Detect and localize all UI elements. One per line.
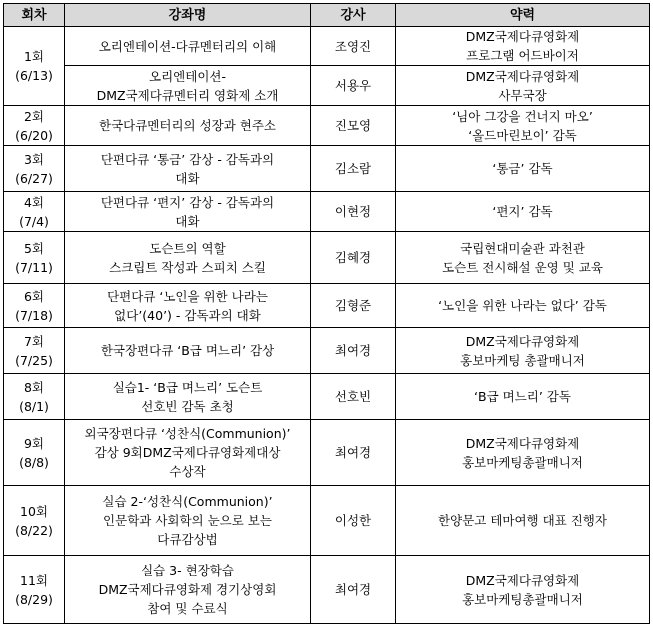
table-row (4, 374, 650, 420)
table-row (4, 27, 650, 66)
lecturer-cell: 진모영 (311, 106, 396, 146)
session-cell: 2회 (6/20) (4, 106, 65, 146)
header-lecturer: 강사 (311, 4, 396, 27)
bio-cell: ‘님아 그강을 건너지 마오’ ‘올드마린보이’ 감독 (396, 106, 650, 146)
table-row (4, 328, 650, 374)
session-cell: 9회 (8/8) (4, 420, 65, 486)
lecturer-cell: 선호빈 (311, 374, 396, 420)
lecturer-cell: 최여경 (311, 328, 396, 374)
session-cell: 3회 (6/27) (4, 146, 65, 192)
lecturer-cell: 이현정 (311, 192, 396, 232)
bio-cell: DMZ국제다큐영화제 프로그램 어드바이저 (396, 27, 650, 66)
bio-cell: ‘통금’ 감독 (396, 146, 650, 192)
title-cell: 오리엔테이션-다큐멘터리의 이해 (65, 27, 311, 66)
bio-cell: DMZ국제다큐영화제 사무국장 (396, 66, 650, 106)
title-cell: 실습 2-‘성찬식(Communion)’ 인문학과 사회학의 눈으로 보는 다큐감상법 (65, 486, 311, 556)
table-row (4, 486, 650, 556)
session-cell: 6회 (7/18) (4, 284, 65, 328)
table-row (4, 66, 650, 106)
table-row (4, 420, 650, 486)
session-cell: 10회 (8/22) (4, 486, 65, 556)
bio-cell: DMZ국제다큐영화제 홍보마케팅총괄매니저 (396, 420, 650, 486)
bio-cell: ‘편지’ 감독 (396, 192, 650, 232)
title-cell: 단편다큐 ‘편지’ 감상 - 감독과의 대화 (65, 192, 311, 232)
session-cell: 4회 (7/4) (4, 192, 65, 232)
title-cell: 단편다큐 ‘노인을 위한 나라는 없다’(40’) - 감독과의 대화 (65, 284, 311, 328)
bio-cell: DMZ국제다큐영화제 홍보마케팅총괄매니저 (396, 556, 650, 624)
session-cell: 7회 (7/25) (4, 328, 65, 374)
bio-cell: 국립현대미술관 과천관 도슨트 전시해설 운영 및 교육 (396, 232, 650, 284)
header-row (4, 4, 650, 27)
table-row (4, 106, 650, 146)
title-cell: 실습1- ‘B급 며느리’ 도슨트 선호빈 감독 초청 (65, 374, 311, 420)
lecturer-cell: 김소람 (311, 146, 396, 192)
lecturer-cell: 이성한 (311, 486, 396, 556)
title-cell: 도슨트의 역할 스크립트 작성과 스피치 스킬 (65, 232, 311, 284)
bio-cell: ‘B급 며느리’ 감독 (396, 374, 650, 420)
lecturer-cell: 최여경 (311, 420, 396, 486)
title-cell: 한국장편다큐 ‘B급 며느리’ 감상 (65, 328, 311, 374)
lecture-schedule-table (3, 3, 650, 624)
title-cell: 실습 3- 현장학습 DMZ국제다큐영화제 경기상영회 참여 및 수료식 (65, 556, 311, 624)
lecturer-cell: 김형준 (311, 284, 396, 328)
bio-cell: 한양문고 테마여행 대표 진행자 (396, 486, 650, 556)
session-cell: 1회 (6/13) (4, 27, 65, 106)
title-cell: 한국다큐멘터리의 성장과 현주소 (65, 106, 311, 146)
header-bio: 약력 (396, 4, 650, 27)
header-title: 강좌명 (65, 4, 311, 27)
session-cell: 11회 (8/29) (4, 556, 65, 624)
session-cell: 8회 (8/1) (4, 374, 65, 420)
title-cell: 외국장편다큐 ‘성찬식(Communion)’ 감상 9회DMZ국제다큐영화제대상 수상작 (65, 420, 311, 486)
title-cell: 단편다큐 ‘통금’ 감상 - 감독과의 대화 (65, 146, 311, 192)
session-cell: 5회 (7/11) (4, 232, 65, 284)
table-row (4, 556, 650, 624)
lecturer-cell: 서용우 (311, 66, 396, 106)
title-cell: 오리엔테이션- DMZ국제다큐멘터리 영화제 소개 (65, 66, 311, 106)
lecturer-cell: 김혜경 (311, 232, 396, 284)
lecturer-cell: 최여경 (311, 556, 396, 624)
bio-cell: ‘노인을 위한 나라는 없다’ 감독 (396, 284, 650, 328)
table-row (4, 146, 650, 192)
lecturer-cell: 조영진 (311, 27, 396, 66)
header-session: 회차 (4, 4, 65, 27)
table-row (4, 284, 650, 328)
table-row (4, 232, 650, 284)
table-row (4, 192, 650, 232)
bio-cell: DMZ국제다큐영화제 홍보마케팅 총괄매니저 (396, 328, 650, 374)
